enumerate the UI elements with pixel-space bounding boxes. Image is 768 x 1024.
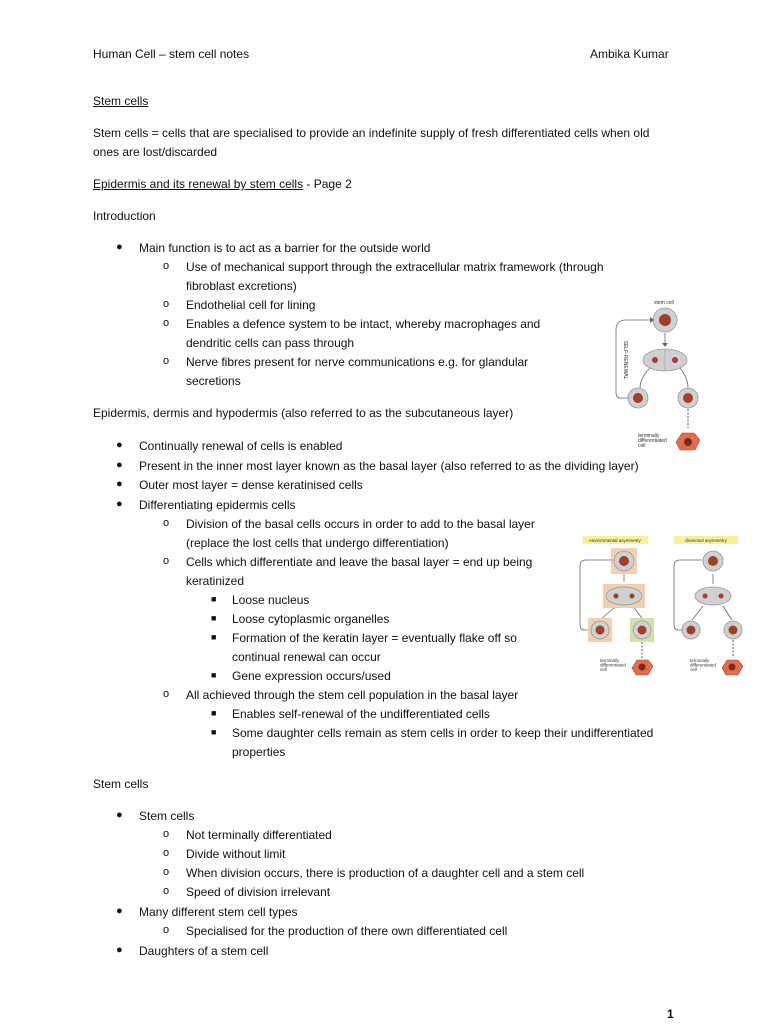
circle-bullet-icon: o: [163, 688, 170, 700]
chromosome: [630, 594, 635, 599]
arrow-head-icon: [662, 343, 668, 347]
bullet-icon: ●: [116, 498, 123, 510]
list-item: Cells which differentiate and leave the basal layer = end up being: [186, 555, 533, 569]
list-item-continued: properties: [232, 745, 286, 759]
list-item: Stem cells: [139, 809, 195, 823]
bullet-icon: ●: [116, 944, 123, 956]
circle-bullet-icon: o: [163, 298, 170, 310]
square-bullet-icon: ■: [211, 613, 217, 623]
circle-bullet-icon: o: [163, 260, 170, 272]
circle-bullet-icon: o: [163, 885, 170, 897]
circle-bullet-icon: o: [163, 317, 170, 329]
section-heading-stem-cells-2: Stem cells: [93, 777, 149, 791]
definition-line-2: ones are lost/discarded: [93, 145, 218, 159]
list-item: Speed of division irrelevant: [186, 885, 331, 899]
list-item: Enables self-renewal of the undifferentiated cells: [232, 707, 490, 721]
bullet-icon: ●: [116, 439, 123, 451]
dividing-cell: [695, 587, 731, 605]
list-item: When division occurs, there is production of a daughter cell and a stem cell: [186, 866, 585, 880]
stem-cell-renewal-diagram: [600, 296, 710, 456]
chromosome: [703, 594, 708, 599]
list-item: Not terminally differentiated: [186, 828, 332, 842]
subheading-epidermis-page: - Page 2: [303, 177, 352, 191]
list-item: Outer most layer = dense keratinised cells: [139, 478, 363, 492]
circle-bullet-icon: o: [163, 355, 170, 367]
list-item: Gene expression occurs/used: [232, 669, 391, 683]
nucleus: [619, 556, 629, 566]
stem-cell-nucleus: [659, 314, 671, 326]
circle-bullet-icon: o: [163, 555, 170, 567]
list-item-continued: dendritic cells can pass through: [186, 336, 355, 350]
chromosome: [614, 594, 619, 599]
nucleus: [596, 626, 605, 635]
square-bullet-icon: ■: [211, 594, 217, 604]
list-item: All achieved through the stem cell population in the basal layer: [186, 688, 519, 702]
bullet-icon: ●: [116, 459, 123, 471]
terminal-label: terminally differentiated cell: [638, 433, 667, 449]
bullet-icon: ●: [116, 905, 123, 917]
list-item: Many different stem cell types: [139, 905, 298, 919]
list-item: Division of the basal cells occurs in order to add to the basal layer: [186, 517, 535, 531]
introduction-heading: Introduction: [93, 209, 156, 223]
terminal-label: terminally differentiated cell: [600, 658, 626, 672]
list-item: Differentiating epidermis cells: [139, 498, 296, 512]
list-item-continued: fibroblast excretions): [186, 279, 297, 293]
definition-line-1: Stem cells = cells that are specialised to provide an indefinite supply of fresh differentiated cells when old: [93, 126, 650, 140]
figure-stem-cell-label: stem cell: [654, 300, 674, 306]
chromosome: [672, 357, 678, 363]
list-item: Some daughter cells remain as stem cells in order to keep their undifferentiated: [232, 726, 654, 740]
list-item: Daughters of a stem cell: [139, 944, 269, 958]
branch-line: [640, 368, 650, 388]
square-bullet-icon: ■: [211, 727, 217, 737]
nucleus: [633, 393, 643, 403]
chromosome: [719, 594, 724, 599]
nucleus: [729, 664, 736, 671]
list-item-continued: secretions: [186, 374, 241, 388]
asymmetry-diagram: [578, 534, 748, 686]
bullet-icon: ●: [116, 809, 123, 821]
nucleus: [638, 626, 647, 635]
list-item: Use of mechanical support through the extracellular matrix framework (through: [186, 260, 604, 274]
list-item: Present in the inner most layer known as the basal layer (also referred to as the dividing layer): [139, 459, 639, 473]
branch-line: [723, 606, 732, 620]
branch-line: [680, 368, 688, 388]
circle-bullet-icon: o: [163, 924, 170, 936]
nucleus: [639, 664, 646, 671]
list-item: Main function is to act as a barrier for the outside world: [139, 241, 431, 255]
page-number: 1: [667, 1007, 674, 1021]
layers-heading: Epidermis, dermis and hypodermis (also referred to as the subcutaneous layer): [93, 406, 514, 420]
list-item: Divide without limit: [186, 847, 286, 861]
list-item-continued: (replace the lost cells that undergo differentiation): [186, 536, 449, 550]
nucleus: [683, 393, 693, 403]
bullet-icon: ●: [116, 241, 123, 253]
nucleus: [708, 556, 718, 566]
self-renewal-label: SELF-RENEWAL: [622, 340, 628, 380]
document-author: Ambika Kumar: [590, 47, 669, 61]
list-item: Continually renewal of cells is enabled: [139, 439, 343, 453]
list-item: Endothelial cell for lining: [186, 298, 316, 312]
list-item: Loose nucleus: [232, 593, 310, 607]
square-bullet-icon: ■: [211, 670, 217, 680]
circle-bullet-icon: o: [163, 847, 170, 859]
branch-line: [602, 608, 614, 618]
subheading-epidermis: [93, 178, 352, 190]
list-item: Enables a defence system to be intact, whereby macrophages and: [186, 317, 541, 331]
nucleus: [729, 626, 738, 635]
chromosome: [652, 357, 658, 363]
list-item: Specialised for the production of there own differentiated cell: [186, 924, 508, 938]
circle-bullet-icon: o: [163, 517, 170, 529]
list-item: Loose cytoplasmic organelles: [232, 612, 390, 626]
branch-line: [634, 608, 642, 618]
bullet-icon: ●: [116, 478, 123, 490]
circle-bullet-icon: o: [163, 866, 170, 878]
section-heading-stem-cells: Stem cells: [93, 94, 149, 108]
list-item: Formation of the keratin layer = eventually flake off so: [232, 631, 517, 645]
terminal-label: terminally differentiated cell: [690, 658, 716, 672]
square-bullet-icon: ■: [211, 708, 217, 718]
list-item-continued: continual renewal can occur: [232, 650, 381, 664]
dividing-cell: [606, 587, 642, 605]
document-title: Human Cell – stem cell notes: [93, 47, 250, 61]
circle-bullet-icon: o: [163, 828, 170, 840]
environmental-asymmetry-title: environmental asymmetry: [589, 538, 641, 543]
branch-line: [692, 606, 703, 620]
subheading-epidermis-title: Epidermis and its renewal by stem cells: [93, 177, 304, 191]
list-item-continued: keratinized: [186, 574, 245, 588]
divisional-asymmetry-title: divisional asymmetry: [685, 538, 727, 543]
nucleus: [684, 438, 692, 446]
square-bullet-icon: ■: [211, 632, 217, 642]
nucleus: [687, 626, 696, 635]
list-item: Nerve fibres present for nerve communications e.g. for glandular: [186, 355, 529, 369]
